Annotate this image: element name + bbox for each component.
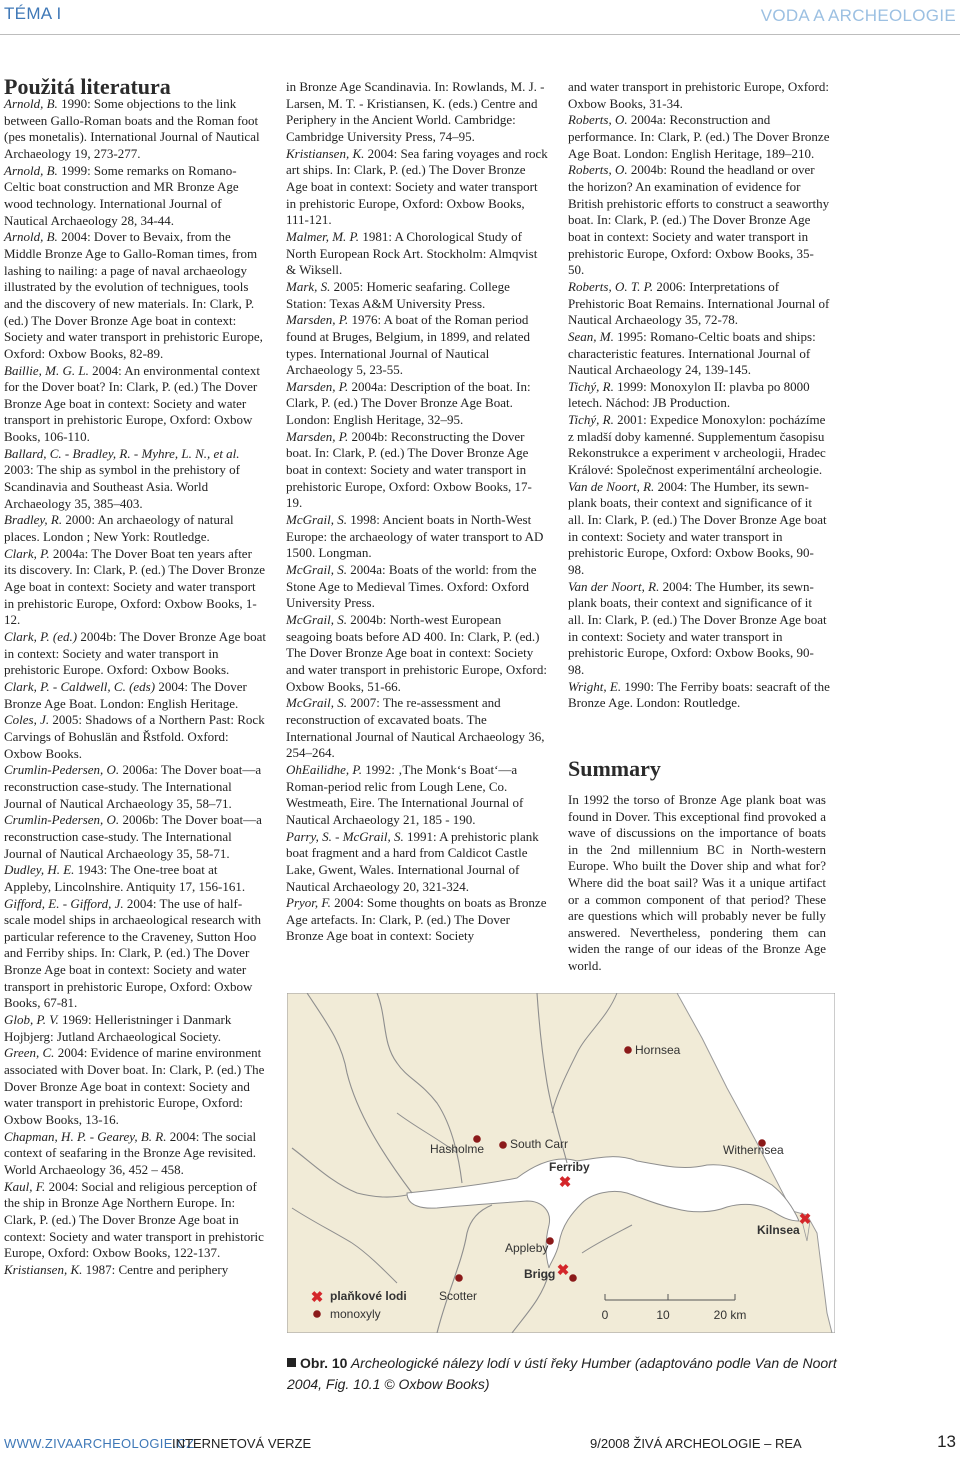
references-column-3	[568, 79, 830, 712]
legend-dot-icon	[313, 1310, 321, 1318]
scotter-marker	[455, 1274, 463, 1282]
reference-author: McGrail, S.	[286, 695, 348, 711]
reference-text: 2004: The Dover Bronze Age Boat. London: English Heritage.	[4, 678, 247, 711]
legend-monoxyly-label: monoxyly	[330, 1307, 381, 1321]
reference-text: 2005: Shadows of a Northern Past: Rock Carvings of Bohuslän and Řstfold. Oxford: Oxbow Books.	[4, 712, 265, 761]
reference-entry	[286, 512, 548, 562]
reference-text: 2006: Interpretations of Prehistoric Boat Remains. International Journal of Nautical Archaeology 35, 72-78.	[568, 278, 830, 328]
reference-text: 2004b: North-west European seagoing boats before AD 400. In: Clark, P. (ed.) The Dover Bronze Age boat in context: Society and water transport in prehistoric Europe, Oxford: Oxbow Books, 51-66.	[286, 612, 548, 694]
reference-text: 2004: The use of half-scale model ships in archaeological research with particular reference to the Craveney, Sutton Hoo and Ferriby ships. In: Clark, P. (ed.) The Dover Bronze Age boat in context: Society and water transport in prehistoric Europe, Oxford: Oxbow Books, 67-81.	[4, 895, 262, 1011]
reference-author: Crumlin-Pedersen, O.	[4, 762, 120, 778]
reference-text: 2004: An environmental context for the Dover boat? In: Clark, P. (ed.) The Dover Bronze Age boat in context: Society and water transport in prehistoric Europe, Oxford: Oxbow Books, 106-110.	[4, 362, 260, 445]
hasholme-label: Hasholme	[430, 1142, 485, 1156]
reference-entry	[286, 146, 548, 229]
references-column-2	[286, 79, 548, 945]
reference-text: 2004: Some thoughts on boats as Bronze Age artefacts. In: Clark, P. (ed.) The Dover Bronze Age boat in context: Society	[286, 895, 547, 944]
hornsea-marker	[624, 1046, 632, 1054]
reference-author: Wright, E.	[568, 678, 622, 694]
reference-entry	[4, 363, 266, 446]
reference-author: Kaul, F.	[4, 1178, 46, 1194]
reference-text: 2004: The Humber, its sewn-plank boats, their context and significance of it all. In: Clark, P. (ed.) The Dover Bronze Age boat in context: Society and water transport in prehistoric Europe, Oxford: Oxbow Books, 90-98.	[568, 478, 827, 578]
reference-entry	[4, 1129, 266, 1179]
reference-author: Marsden, P.	[286, 312, 349, 328]
reference-author: Sean, M.	[568, 328, 614, 344]
reference-entry	[4, 679, 266, 712]
reference-entry	[4, 1045, 266, 1128]
reference-author: Clark, P.	[4, 545, 50, 561]
reference-text: 1987: Centre and periphery	[82, 1261, 229, 1277]
reference-text: 1999: Monoxylon II: plavba po 8000 letech. Náchod: JB Production.	[568, 378, 810, 411]
withernsea-label: Withernsea	[723, 1143, 784, 1157]
reference-author: Arnold, B.	[4, 162, 58, 178]
scale-0: 0	[601, 1308, 609, 1322]
reference-author: Roberts, O.	[568, 162, 628, 178]
appleby-label: Appleby	[505, 1241, 549, 1255]
reference-text: 2004: Evidence of marine environment associated with Dover boat. In: Clark, P. (ed.) The Dover Bronze Age boat in context: Society and water transport in prehistoric Europe, Oxford: Oxbow Books, 13-16.	[4, 1045, 265, 1128]
reference-entry	[286, 612, 548, 695]
reference-text: 1991: A prehistoric plank boat fragment and a hard from Caldicot Castle Lake, Gwent, Wales. International Journal of Nautical Archaeology 20, 321-324.	[286, 828, 539, 894]
reference-entry	[4, 163, 266, 230]
reference-entry	[286, 762, 548, 829]
reference-entry	[4, 446, 266, 513]
section-label: TÉMA I	[4, 4, 62, 23]
reference-text: 1998: Ancient boats in North-West Europe: the archaeology of water transport to AD 1500. Longman.	[286, 512, 544, 561]
reference-author: McGrail, S.	[286, 512, 348, 528]
reference-author: Arnold, B.	[4, 229, 58, 245]
reference-author: Tichý, R.	[568, 378, 614, 394]
reference-entry	[4, 96, 266, 163]
reference-text: 2005: Homeric seafaring. College Station: Texas A&M University Press.	[286, 278, 510, 311]
reference-author: Arnold, B.	[4, 96, 58, 111]
reference-entry	[4, 1262, 266, 1279]
reference-entry	[568, 162, 830, 279]
reference-text: 1990: Some objections to the link between Gallo-Roman boats and the Roman foot (pes monetalis). International Journal of Nautical Archaeology 19, 273-277.	[4, 96, 260, 161]
reference-entry	[568, 479, 830, 579]
reference-entry	[568, 79, 830, 112]
reference-entry	[568, 279, 830, 329]
brigg-label: Brigg	[524, 1267, 556, 1281]
humber-estuary-map	[287, 993, 835, 1333]
reference-entry	[4, 629, 266, 679]
caption-text: Archeologické nálezy lodí v ústí řeky Humber (adaptováno podle Van de Noort 2004, Fig. 10.1 © Oxbow Books)	[287, 1355, 837, 1392]
reference-text: 2004: Social and religious perception of the ship in Bronze Age Northern Europe. In: Clark, P. (ed.) The Dover Bronze Age boat in context: Society and water transport in prehistoric Europe, Oxford: Oxbow Books, 122-137.	[4, 1178, 264, 1261]
reference-entry	[286, 895, 548, 945]
reference-text: 1990: The Ferriby boats: seacraft of the Bronze Age. London: Routledge.	[568, 678, 830, 711]
reference-entry	[568, 412, 830, 479]
reference-entry	[286, 562, 548, 612]
reference-author: McGrail, S.	[286, 612, 348, 627]
reference-text: 2004a: Boats of the world: from the Stone Age to Medieval Times. Oxford: Oxford University Press.	[286, 562, 537, 611]
reference-entry	[4, 1179, 266, 1262]
reference-entry	[286, 379, 548, 429]
reference-text: 2004b: Reconstructing the Dover boat. In: Clark, P. (ed.) The Dover Bronze Age boat in context: Society and water transport in prehistoric Europe, Oxford: Oxbow Books, 17-19.	[286, 428, 532, 511]
reference-entry	[4, 229, 266, 362]
reference-text: 1969: Helleristninger i Danmark Hojbjerg: Jutland Archaeological Society.	[4, 1012, 232, 1044]
reference-text: 1995: Romano-Celtic boats and ships: characteristic features. International Journal of Nautical Archaeology 24, 139-145.	[568, 328, 816, 378]
reference-text: 2006a: The Dover boat—a reconstruction case-study. The International Journal of Nautical Archaeology 35, 58–71.	[4, 762, 262, 811]
reference-text: 2004a: Reconstruction and performance. In: Clark, P. (ed.) The Dover Bronze Age Boat. London: English Heritage, 189–210.	[568, 112, 830, 161]
reference-author: OhEailidhe, P.	[286, 761, 362, 777]
legend-cross-icon: ✖	[310, 1289, 324, 1306]
reference-author: Kristiansen, K.	[286, 145, 365, 161]
reference-author: Coles, J.	[4, 712, 50, 728]
reference-text: 2004a: Description of the boat. In: Clark, P. (ed.) The Dover Bronze Age Boat. London: English Heritage, 32–95.	[286, 378, 531, 428]
legend-plank-label: plaňkové lodi	[330, 1289, 407, 1303]
page-header	[0, 0, 960, 35]
reference-author: Green, C.	[4, 1045, 55, 1061]
reference-text: 2004: The social context of seafaring in the Bronze Age revisited. World Archaeology 36, 452 – 458.	[4, 1128, 257, 1177]
summary-heading: Summary	[568, 756, 661, 781]
scale-10: 10	[656, 1308, 670, 1322]
hornsea-label: Hornsea	[635, 1043, 681, 1057]
caption-bullet-icon	[287, 1358, 296, 1367]
reference-entry	[568, 379, 830, 412]
reference-entry	[4, 512, 266, 545]
reference-entry	[286, 429, 548, 512]
caption-label: Obr. 10	[300, 1355, 348, 1371]
reference-text: 2006b: The Dover boat—a reconstruction case-study. The International Journal of Nautical Archaeology 35, 58-71.	[4, 812, 262, 861]
reference-author: McGrail, S.	[286, 562, 348, 578]
reference-text: 2007: The re-assessment and reconstruction of excavated boats. The International Journal of Nautical Archaeology 36, 254–264.	[286, 695, 545, 761]
reference-text: and water transport in prehistoric Europe, Oxford: Oxbow Books, 31-34.	[568, 79, 830, 111]
reference-author: Mark, S.	[286, 278, 331, 294]
reference-entry	[568, 679, 830, 712]
footer-issue: 9/2008 ŽIVÁ ARCHEOLOGIE – REA	[590, 1436, 802, 1451]
reference-entry	[286, 695, 548, 762]
brigg-cross: ✖	[556, 1262, 570, 1279]
reference-author: Clark, P. - Caldwell, C. (eds)	[4, 678, 156, 694]
reference-text: 2001: Expedice Monoxylon: pocházíme z mladší doby kamenné. Supplementum časopisu Rekonstrukce a experiment v archeologii, Hradec Králové: Společnost experimentální archeologie.	[568, 412, 826, 478]
reference-text: 1981: A Chorological Study of North European Rock Art. Stockholm: Almqvist & Wiksell.	[286, 228, 538, 278]
reference-author: Dudley, H. E.	[4, 862, 75, 878]
reference-entry	[4, 896, 266, 1013]
reference-text: 1943: The One-tree boat at Appleby, Lincolnshire. Antiquity 17, 156-161.	[4, 862, 246, 894]
reference-text: 2004: Dover to Bevaix, from the Middle Bronze Age to Gallo-Roman times, from lashing to nailing: a page of naval archaeology illustrated by the evolution of technigues, tools and the discovery of new materials. In: Clark, P. (ed.) The Dover Bronze Age boat in context: Society and water transport in prehistoric Europe, Oxford: Oxbow Books, 82-89.	[4, 229, 263, 361]
reference-entry	[4, 712, 266, 762]
reference-author: Kristiansen, K.	[4, 1261, 83, 1277]
reference-entry	[4, 1012, 266, 1045]
magazine-section-title: VODA A ARCHEOLOGIE	[760, 6, 956, 25]
reference-entry	[286, 229, 548, 279]
reference-author: Marsden, P.	[286, 428, 349, 444]
reference-author: Parry, S. - McGrail, S.	[286, 828, 404, 844]
reference-author: Marsden, P.	[286, 378, 349, 394]
south-carr-label: South Carr	[510, 1137, 569, 1151]
reference-author: Chapman, H. P. - Gearey, B. R.	[4, 1128, 167, 1144]
reference-entry	[4, 812, 266, 862]
reference-author: Crumlin-Pedersen, O.	[4, 812, 120, 828]
reference-text: 2004: Sea faring voyages and rock art ships. In: Clark, P. (ed.) The Dover Bronze Age boat in context: Society and water transport in prehistoric Europe, Oxford: Oxbow Books, 111-121.	[286, 145, 548, 228]
south-carr-marker	[499, 1141, 507, 1149]
reference-text: in Bronze Age Scandinavia. In: Rowlands, M. J. - Larsen, M. T. - Kristiansen, K. (eds.) Centre and Periphery in the Ancient World. Cambridge: Cambridge University Press, 74–95.	[286, 79, 545, 144]
summary-text: In 1992 the torso of Bronze Age plank boat was found in Dover. This exceptional find provoked a wave of discussions on the importance of boats in the 2nd millennium BC in North-western Europe. Who built the Dover ship and what for? Where did the boat sail? Was it a unique artifact or a common component of that period? These are questions which will probably never be fully answered. Nevertheless, pondering them can widen the range of our ideas of the Bronze Age world.	[568, 792, 826, 973]
reference-author: Bradley, R.	[4, 512, 63, 528]
figure-caption	[287, 1353, 847, 1395]
reference-author: Ballard, C. - Bradley, R. - Myhre, L. N., et al.	[4, 445, 240, 461]
reference-author: Tichý, R.	[568, 412, 614, 428]
reference-author: Roberts, O.	[568, 112, 628, 128]
reference-entry	[568, 579, 830, 679]
scale-20: 20 km	[713, 1308, 747, 1322]
reference-text: 1976: A boat of the Roman period found at Bruges, Belgium, in 1899, and related types. International Journal of Nautical Archaeology 5, 23-55.	[286, 312, 531, 378]
ferriby-cross: ✖	[558, 1174, 572, 1191]
kilnsea-label: Kilnsea	[757, 1223, 800, 1237]
reference-entry	[4, 762, 266, 812]
reference-author: Malmer, M. P.	[286, 228, 360, 244]
reference-text: 2000: An archaeology of natural places. London ; New York: Routledge.	[4, 512, 234, 545]
reference-text: 2004a: The Dover Boat ten years after its discovery. In: Clark, P. (ed.) The Dover Bronze Age boat in context: Society and water transport in prehistoric Europe, Oxford: Oxbow Books, 1-12.	[4, 545, 266, 628]
reference-entry	[286, 79, 548, 146]
reference-text: 1999: Some remarks on Romano-Celtic boat construction and MR Bronze Age wood technology. International Journal of Nautical Archaeology 28, 34-44.	[4, 162, 239, 228]
reference-entry	[4, 862, 266, 895]
kilnsea-cross: ✖	[798, 1211, 812, 1228]
reference-author: Pryor, F.	[286, 895, 331, 911]
footer-version: INTERNETOVÁ VERZE	[172, 1436, 312, 1451]
reference-entry	[568, 329, 830, 379]
reference-author: Gifford, E. - Gifford, J.	[4, 895, 124, 911]
reference-text: 2004b: Round the headland or over the horizon? An examination of evidence for British prehistoric efforts to construct a seaworthy boat. In: Clark, P. (ed.) The Dover Bronze Age boat in context: Society and water transport in prehistoric Europe, Oxford: Oxbow Books, 35-50.	[568, 162, 830, 278]
page-number: 13	[937, 1432, 956, 1451]
reference-author: Van der Noort, R.	[568, 578, 660, 594]
reference-author: Glob, P. V.	[4, 1012, 59, 1028]
reference-text: 1992: ‚The Monk‘s Boat‘—a Roman-period relic from Lough Lene, Co. Westmeath, Eire. The International Journal of Nautical Archaeology 21, 185 - 190.	[286, 761, 524, 827]
ferriby-label: Ferriby	[549, 1160, 590, 1174]
reference-entry	[286, 279, 548, 312]
reference-author: Roberts, O. T. P.	[568, 278, 654, 294]
reference-entry	[286, 829, 548, 896]
reference-text: 2004: The Humber, its sewn-plank boats, their context and significance of it all. In: Clark, P. (ed.) The Dover Bronze Age boat in context: Society and water transport in prehistoric Europe, Oxford: Oxbow Books, 90-98.	[568, 578, 827, 677]
references-heading: Použitá literatura	[4, 74, 171, 99]
reference-entry	[4, 546, 266, 629]
references-column-1	[4, 96, 266, 1279]
brigg-marker	[569, 1274, 577, 1282]
reference-entry	[286, 312, 548, 379]
scotter-label: Scotter	[439, 1289, 478, 1303]
reference-text: 2004b: The Dover Bronze Age boat in context: Society and water transport in prehistoric Europe. Oxford: Oxbow Books.	[4, 629, 267, 678]
reference-author: Van de Noort, R.	[568, 478, 655, 494]
reference-author: Baillie, M. G. L.	[4, 362, 89, 378]
reference-author: Clark, P. (ed.)	[4, 629, 78, 644]
reference-entry	[568, 112, 830, 162]
footer-website-link[interactable]: WWW.ZIVAARCHEOLOGIE.CZ	[4, 1436, 195, 1451]
reference-text: 2003: The ship as symbol in the prehistory of Scandinavia and Southeast Asia. World Archaeology 35, 385–403.	[4, 462, 240, 511]
